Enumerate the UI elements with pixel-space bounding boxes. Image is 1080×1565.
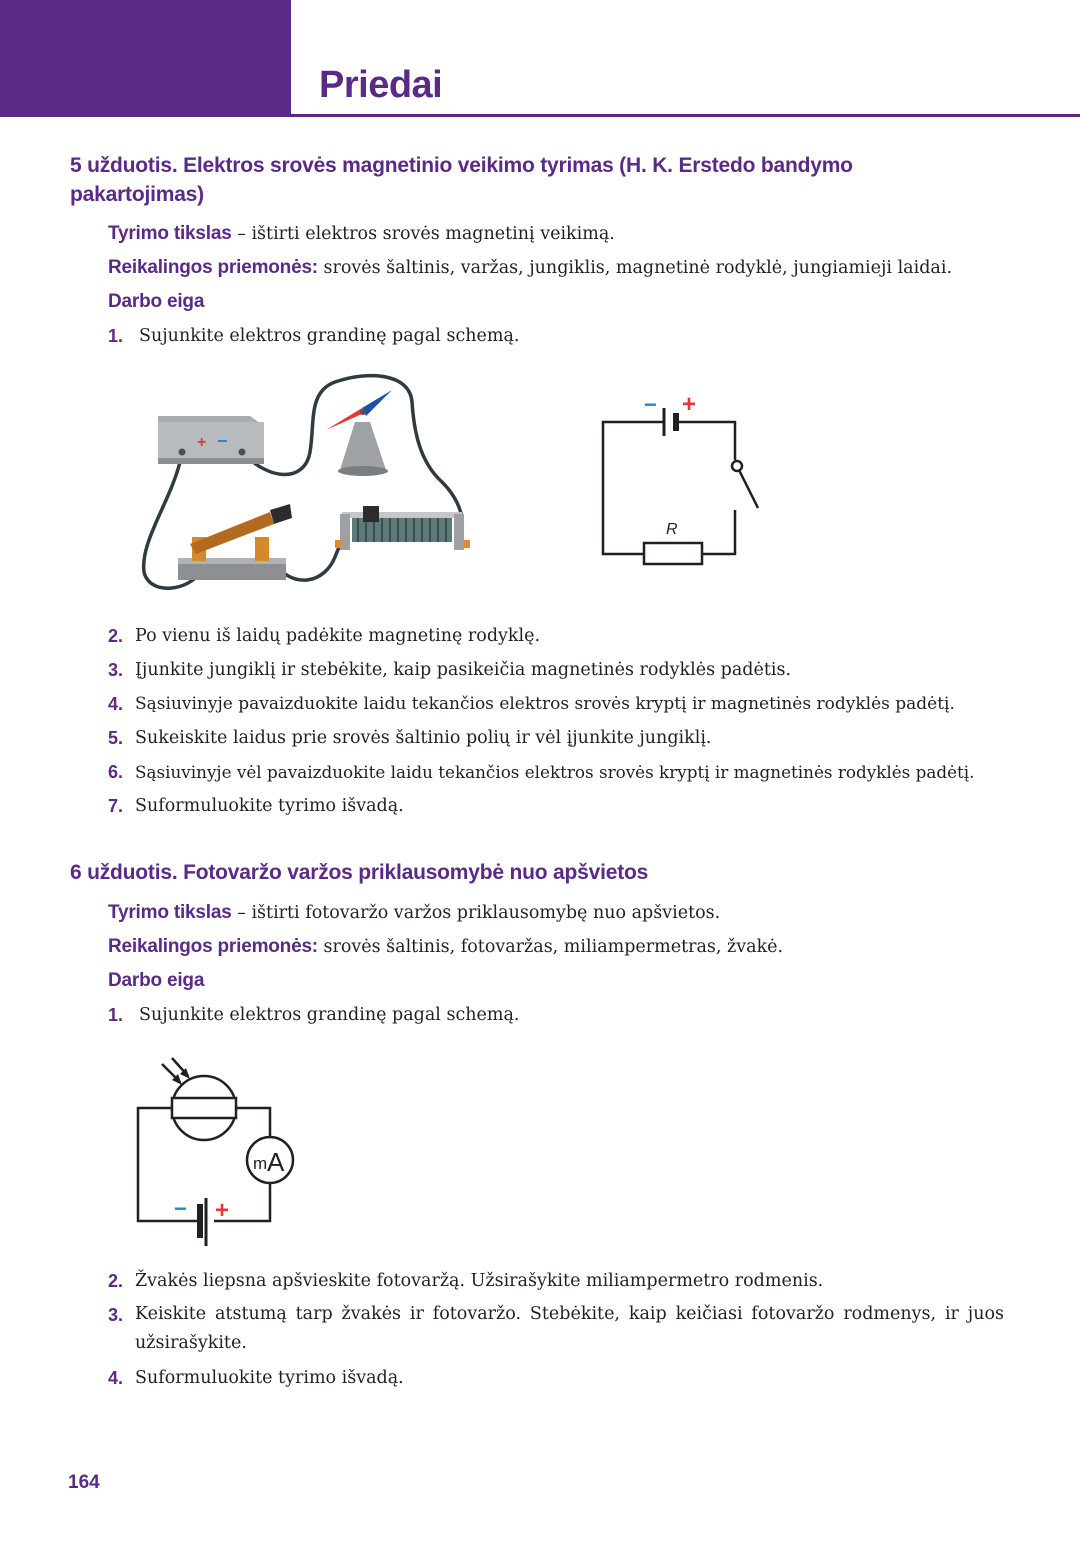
task5-step6-number: 6. [108,762,124,782]
task6-equipment-label: Reikalingos priemonės: [108,936,318,957]
plus-sign: + [682,391,697,418]
page-number: 164 [68,1472,100,1493]
task6-step1-text: Sujunkite elektros grandinę pagal schemą. [139,1005,520,1025]
wire [236,1108,270,1138]
task5-step4-number: 4. [108,694,124,714]
task5-equipment-text: srovės šaltinis, varžas, jungiklis, magnetinė rodyklė, jungiamieji laidai. [317,258,953,278]
task5-procedure-label: Darbo eiga [108,291,205,312]
milliammeter-unit: A [267,1147,285,1177]
task6-aim-text: – ištirti fotovaržo varžos priklausomybę nuo apšvietos. [231,903,721,923]
task6-aim [108,901,720,925]
task5-step2-text: Po vienu iš laidų padėkite magnetinę rodyklę. [135,626,541,646]
plus-sign: + [197,434,207,451]
task6-equipment [108,935,783,959]
task6-procedure-heading [108,969,204,993]
task5-step1-text: Sujunkite elektros grandinę pagal schemą. [139,326,520,346]
oersted-experiment-illustration [130,372,480,597]
milliammeter-prefix: m [253,1154,268,1173]
task5-step6-text: Sąsiuvinyje vėl pavaizduokite laidu tekančios elektros srovės kryptį ir magnetinės rodyklės padėtį. [135,762,975,782]
wire [702,510,735,554]
task6-step4-number: 4. [108,1368,124,1388]
task6-equipment-text: srovės šaltinis, fotovaržas, miliampermetras, žvakė. [317,937,784,957]
task6-procedure-label: Darbo eiga [108,970,205,991]
wire [676,422,735,460]
rheostat [335,506,470,550]
minus-sign: − [644,392,657,417]
task6-step1-number: 1. [108,1005,124,1025]
switch-pivot [732,461,742,471]
task6-circuit-schematic [130,1050,305,1250]
resistor-symbol [644,543,702,564]
task6-step2-text: Žvakės liepsna apšvieskite fotovaržą. Užsirašykite miliampermetro rodmenis. [135,1271,824,1291]
magnetic-needle [326,390,392,476]
task5-step7-text: Suformuluokite tyrimo išvadą. [135,796,404,816]
wire [603,422,664,554]
minus-sign: − [174,1196,187,1221]
task6-step3-text: Keiskite atstumą tarp žvakės ir fotovaržo. Stebėkite, kaip keičiasi fotovaržo rodmenys, ir juos užsirašykite. [135,1304,1004,1353]
power-supply-box [158,416,264,464]
knife-switch [178,504,292,580]
minus-sign: − [217,431,228,451]
task5-step3-text: Įjunkite jungiklį ir stebėkite, kaip pasikeičia magnetinės rodyklės padėtis. [135,660,792,680]
task5-aim [108,222,615,246]
header-rule [291,114,1080,117]
task5-aim-text: – ištirti elektros srovės magnetinį veikimą. [231,224,615,244]
task6-step2-number: 2. [108,1271,124,1291]
task6-aim-label: Tyrimo tikslas [108,902,232,923]
task6-step3-number: 3. [108,1305,124,1325]
photoresistor-symbol [172,1098,236,1118]
task5-step3-number: 3. [108,660,124,680]
task5-circuit-schematic [598,392,768,567]
switch-lever [738,468,758,508]
task5-step5-number: 5. [108,728,124,748]
header-color-block [0,0,291,117]
task6-step4-text: Suformuluokite tyrimo išvadą. [135,1368,404,1388]
task5-step1-number: 1. [108,326,124,346]
task5-procedure-heading [108,290,204,314]
task5-step7-number: 7. [108,796,124,816]
task5-equipment-label: Reikalingos priemonės: [108,257,318,278]
resistor-label: R [666,521,678,538]
task5-step2-number: 2. [108,626,124,646]
task6-title: 6 užduotis. Fotovaržo varžos priklausomybė nuo apšvietos [70,861,649,884]
task5-aim-label: Tyrimo tikslas [108,223,232,244]
task5-title: 5 užduotis. Elektros srovės magnetinio veikimo tyrimas (H. K. Erstedo bandymo pakartojimas) [70,154,853,206]
page-title: Priedai [319,64,443,106]
task5-step4-text: Sąsiuvinyje pavaizduokite laidu tekančios elektros srovės kryptį ir magnetinės rodyklės padėtį. [135,694,955,714]
task5-equipment [108,256,952,280]
plus-sign: + [215,1197,230,1224]
task5-step5-text: Sukeiskite laidus prie srovės šaltinio polių ir vėl įjunkite jungiklį. [135,728,712,748]
